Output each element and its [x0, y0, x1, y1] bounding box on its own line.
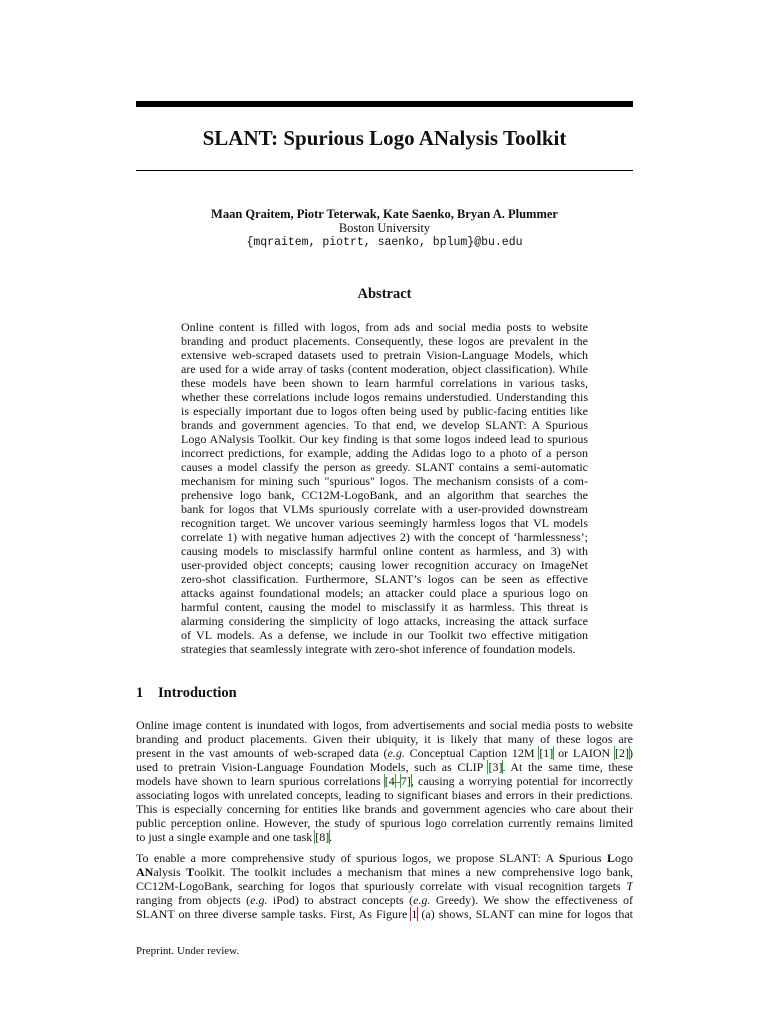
intro-line — [136, 774, 633, 788]
intro-line — [136, 732, 633, 746]
title-top-rule — [136, 101, 633, 107]
abstract-line: are used for a wide array of tasks (content moderation, object classification). While — [181, 362, 588, 376]
affiliation: Boston University — [338, 221, 431, 235]
text-run: oolkit. The toolkit includes a mechanism that mines a new comprehensive logo bank, — [194, 865, 633, 879]
abstract-line: alarming considering the simplicity of logo attacks, increasing the attack surface — [181, 614, 588, 628]
text-run: used to pretrain Vision-Language Foundation Models, such as CLIP — [136, 760, 489, 774]
text-run: SLANT on three diverse sample tasks. First, As Figure — [136, 907, 412, 921]
abstract-line: extensive web-scraped datasets used to pretrain Vision-Language Models, which — [181, 348, 588, 362]
preprint-footer: Preprint. Under review. — [136, 945, 240, 957]
text-run: (a) shows, SLANT can mine for logos that — [417, 907, 633, 921]
section-number: 1 — [136, 685, 144, 701]
citation-link[interactable]: [3] — [488, 760, 503, 774]
text-run: Online image content is inundated with logos, from advertisements and social media posts to website — [136, 718, 633, 732]
author-emails: {mqraitem, piotrt, saenko, bplum}@bu.edu — [246, 236, 523, 249]
text-run: Conceptual Caption 12M — [404, 746, 540, 760]
text-run: ranging from objects ( — [136, 893, 251, 907]
italic-abbrev: e.g. — [413, 893, 431, 907]
abstract-line: Online content is filled with logos, from ads and social media posts to website — [181, 320, 588, 334]
abstract-line: is especially important due to logos often being used by public-facing entities like — [181, 404, 588, 418]
citation-link[interactable]: [2] — [614, 746, 629, 760]
text-run: alysis — [153, 865, 187, 879]
abstract-line: bank for logos that VLMs spuriously correlate with a user-provided downstream — [181, 502, 588, 516]
bold-letter: L — [606, 851, 615, 865]
abstract-line: harmful content, causing the model to misclassify it as harmless. This threat is — [181, 600, 588, 614]
text-run: ) — [628, 746, 633, 760]
bold-letter: T — [186, 865, 195, 879]
abstract-line: Logo ANalysis Toolkit. Our key finding is that some logos indeed lead to spurious — [181, 432, 588, 446]
title-bottom-rule — [136, 170, 633, 171]
text-run: Greedy). We show the effectiveness of — [430, 893, 633, 907]
text-run: , causing a worrying potential for incorrectly — [410, 774, 633, 788]
abstract-line: whether these correlations include logos remains understudied. Understanding this — [181, 390, 588, 404]
intro-line — [136, 802, 633, 816]
abstract-line: these models have been shown to learn harmful correlations in various tasks, — [181, 376, 588, 390]
intro-line — [136, 879, 633, 893]
italic-abbrev: e.g. — [250, 893, 268, 907]
abstract-heading: Abstract — [357, 286, 412, 302]
text-run: public perception online. However, the study of spurious logo correlation currently remains limited — [136, 816, 633, 830]
text-run: . — [329, 830, 333, 844]
abstract-line: zero-shot classification. Furthermore, SLANT’s logos can be seen as effective — [181, 572, 588, 586]
abstract-line: mechanism for mining such "spurious" logos. The mechanism consists of a com- — [181, 474, 588, 488]
text-run: CC12M-LogoBank, searching for logos that spuriously correlate with visual recognition targets — [136, 879, 627, 893]
text-run: models have shown to learn spurious correlations — [136, 774, 385, 788]
abstract-line: recognition target. We uncover various seemingly harmless logos that VL models — [181, 516, 588, 530]
abstract-line: brands and government agencies. To that end, we develop SLANT: A Spurious — [181, 418, 588, 432]
intro-line — [136, 851, 633, 865]
abstract-line: of VL models. As a defense, we include in our Toolkit two effective mitigation — [181, 628, 588, 642]
citation-link[interactable]: 7] — [400, 774, 411, 788]
abstract-line: strategies that seamlessly integrate with zero-shot inference of foundation models. — [181, 642, 576, 656]
citation-link[interactable]: [1] — [539, 746, 554, 760]
abstract-line: causes a model classify the person as greedy. SLANT contains a semi-automatic — [181, 460, 588, 474]
intro-line — [136, 760, 633, 774]
intro-line — [136, 865, 633, 879]
abstract-line: incorrect predictions, for example, adding the Adidas logo to a photo of a person — [181, 446, 588, 460]
text-run: purious — [565, 851, 607, 865]
bold-letter: AN — [136, 865, 154, 879]
intro-line — [136, 788, 633, 802]
abstract-line: attacks against foundational models; an attacker could place a spurious logo on — [181, 586, 588, 600]
italic-abbrev: e.g. — [387, 746, 405, 760]
text-run: to just a single example and one task — [136, 830, 316, 844]
intro-line — [136, 746, 633, 760]
paper-title: SLANT: Spurious Logo ANalysis Toolkit — [202, 126, 567, 150]
section-heading-introduction — [136, 683, 237, 703]
text-run: ogo — [615, 851, 633, 865]
text-run: . At the same time, these — [502, 760, 633, 774]
intro-line — [136, 718, 633, 732]
intro-line — [136, 816, 633, 830]
text-run: present in the vast amounts of web-scraped data ( — [136, 746, 388, 760]
figure-reference-link[interactable]: 1 — [411, 907, 418, 921]
text-run: To enable a more comprehensive study of spurious logos, we propose SLANT: A — [136, 851, 559, 865]
bold-letter: S — [558, 851, 566, 865]
intro-line — [136, 830, 633, 844]
citation-link[interactable]: [8] — [315, 830, 330, 844]
abstract-line: user-provided object concepts; causing lower recognition accuracy on ImageNet — [181, 558, 588, 572]
text-run: or LAION — [553, 746, 615, 760]
text-run: iPod) to abstract concepts ( — [267, 893, 414, 907]
abstract-line: prehensive logo bank, CC12M-LogoBank, and an algorithm that searches the — [181, 488, 588, 502]
author-list: Maan Qraitem, Piotr Teterwak, Kate Saenko, Bryan A. Plummer — [211, 207, 558, 221]
section-title: Introduction — [158, 685, 237, 701]
abstract-line: causing models to misclassify harmful online content as harmless, and 3) with — [181, 544, 588, 558]
text-run: This is especially concerning for entities like brands and government agencies who care about their — [136, 802, 633, 816]
citation-link[interactable]: [4 — [384, 774, 395, 788]
math-symbol: T — [626, 879, 633, 893]
text-run: branding and product placements. Given their ubiquity, it is likely that many of these logos are — [136, 732, 633, 746]
intro-line — [136, 893, 633, 907]
abstract-line: branding and product placements. Consequently, these logos are prevalent in the — [181, 334, 588, 348]
intro-line — [136, 907, 633, 921]
abstract-line: correlate 1) with negative human adjectives 2) with the concept of ‘harmlessness’; — [181, 530, 588, 544]
text-run: – — [394, 774, 401, 788]
text-run: associating logos with unrelated concepts, leading to significant biases and errors in their predictions. — [136, 788, 633, 802]
